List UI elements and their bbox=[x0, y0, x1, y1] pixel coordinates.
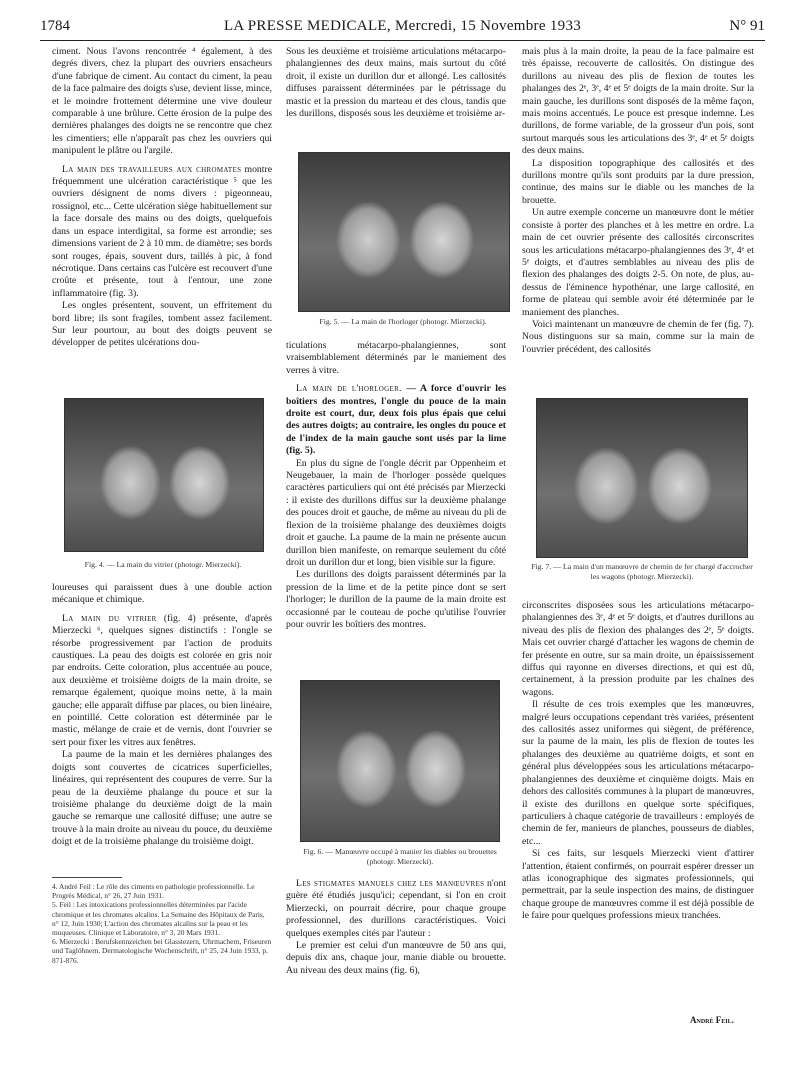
paragraph: ticulations métacarpo-phalangiennes, sont vraisemblablement déterminés par le maniement des verres à vitre. bbox=[286, 340, 506, 376]
footnote-5: 5. Feil : Les intoxications professionnelles déterminées par l'acide chromique et les chromates alcalins. La Semaine des Hôpitaux de Paris, n° 12, Juin 1930; L'action des chromates alcalins sur la peau et les muqueuses. Clinique et Laboratoire, n° 3, 20 Mars 1931. bbox=[52, 900, 265, 938]
column-1-lower bbox=[52, 582, 272, 874]
page-header bbox=[40, 18, 765, 38]
footnote-4: 4. André Feil : Le rôle des ciments en pathologie professionnelle. Le Progrès Médical, n° 26, 27 Juin 1931. bbox=[52, 882, 255, 901]
column-3 bbox=[522, 46, 754, 391]
paragraph: mais plus à la main droite, la peau de la face palmaire est très épaisse, recouverte de callosités. On distingue des durillons au niveau des plis de flexion de toutes les phalanges des 2ᵉ, 3ᵉ, 4ᵉ et 5ᵉ doigts de la main droite. Sur la main gauche, les durillons sont disposés de la même façon, mais moins accentués. Le pouce est presque indemne. Les durillons, de forme variable, de la grosseur d'un pois, sont surtout marqués sous les articulations des 3ᵉ, 4ᵉ et 5ᵉ doigts des deux mains. bbox=[522, 46, 754, 157]
figure-5-caption: Fig. 5. — La main de l'horloger (photogr. Mierzecki). bbox=[319, 317, 487, 326]
paragraph: loureuses qui paraissent dues à une double action mécanique et chimique. bbox=[52, 582, 272, 606]
section-lead: La main du vitrier bbox=[62, 612, 157, 624]
paragraph: La paume de la main et les dernières phalanges des doigts sont couvertes de cicatrices superficielles, linéaires, qui représentent des coupures de verre. Sur la peau de la deuxième phalange du pouce et sur la troisième phalange du deuxième doigt de la main gauche se remarque une callosité diffuse; une autre se trouve à la main droite au niveau du pouce, du deuxième doigt et de la troisième phalange du troisième doigt. bbox=[52, 749, 272, 848]
paragraph-text: (fig. 4) présente, d'après Mierzecki ⁶, quelques signes distinctifs : l'ongle se résorbe progressivement par l'action de produits caustiques. La peau des doigts est colorée en gris noir par endroits. Cette coloration, plus accentuée au pouce, aux deuxième et troisième doigts de la main droite, se remarque également, quoique moins nette, à la main gauche; elle apparaît diffuse par places, ou bien linéaire, en pointillé. Cette coloration est déterminée par le mastic, mélange de craie et de vernis, dont l'ouvrier se sert pour fixer les vitres aux fenêtres. bbox=[52, 612, 272, 748]
paragraph: Voici maintenant un manœuvre de chemin de fer (fig. 7). Nous distinguons sur sa main, comme sur la main de l'ouvrier précédent, des callosités bbox=[522, 318, 754, 355]
column-2-lower bbox=[286, 878, 506, 1028]
figure-6-caption: Fig. 6. — Manœuvre occupé à manier les diables ou brouettes (photogr. Mierzecki). bbox=[303, 847, 497, 866]
footnote-6: 6. Mierzecki : Berufskennzeichen bei Glasstezern, Uhrmachern, Friseuren und Taglöhnern. Dermatologische Wochenschrift, n° 25, 24 Juin 1933, p. 871-876. bbox=[52, 937, 272, 965]
paragraph bbox=[286, 383, 506, 457]
paragraph-text: n'ont guère été étudiés jusqu'ici; cependant, si l'on en croit Mierzecki, on pourrait décrire, pour chaque groupe professionnel, des durillons caractéristiques. Voici quelques exemples cités par l'auteur : bbox=[286, 878, 507, 939]
paragraph: circonscrites disposées sous les articulations métacarpo-phalangiennes des 3ᵉ, 4ᵉ et 5ᵉ doigts, et d'autres durillons au niveau des plis de flexion des phalanges des 2ᵉ, 5ᵉ doigts. Mais cet ouvrier chargé d'attacher les wagons de chemin de fer présente en outre, sur sa main droite, un épaississement diffus qui rayonne en diverses directions, et qui est dû, certainement, à la pression produite par les chaînes des wagons. bbox=[522, 600, 754, 698]
paragraph: Si ces faits, sur lesquels Mierzecki vient d'attirer l'attention, étaient confirmés, on pourrait espérer dresser un atlas iconographique des sigmates professionnels, qui permettrait, par la seule inspection des mains, de distinguer chaque groupe de manœuvres comme il est déjà possible de le faire pour quelques professions mieux tranchées. bbox=[522, 848, 754, 922]
footnotes bbox=[52, 882, 272, 965]
paragraph bbox=[52, 613, 272, 749]
page-number: 1784 bbox=[40, 18, 70, 34]
paragraph: Les durillons des doigts paraissent déterminés par la pression de la lime et de la petite pince dont se sert l'horloger; le durillon de la paume de la main droite est occasionné par le couteau de poche qu'utilise l'ouvrier pour ouvrir les boîtiers des montres. bbox=[286, 569, 506, 630]
figure-5-photo bbox=[298, 152, 510, 312]
journal-title: LA PRESSE MEDICALE, Mercredi, 15 Novembre 1933 bbox=[223, 18, 582, 34]
column-1 bbox=[52, 46, 272, 396]
paragraph-text: — A force d'ouvrir les boîtiers des montres, l'ongle du pouce de la main droite est court, dur, deux fois plus épais que celui des autres doigts; au contraire, les ongles du pouce et de l'index de la main gauche sont usés par la lime (fig. 5). bbox=[286, 383, 506, 457]
section-lead: Les stigmates manuels chez les manœuvres bbox=[296, 878, 485, 889]
paragraph: Il résulte de ces trois exemples que les manœuvres, malgré leurs occupations cependant très variées, présentent des callosités assez uniformes qui siègent, de préférence, sur la paume de la main, les plis de flexion de toutes les phalanges des deuxième au quatrième doigts, et sont en général plus développées sous les articulations métacarpo-phalangiennes des deuxième et cinquième doigts. Mais en dehors des callosités communes à la plupart de manœuvres, il existe des durillons en quelque sorte spécifiques, particuliers à chaque catégorie de travailleurs : employés de chemin de fer, manieurs de planches, pousseurs de diables, etc... bbox=[522, 699, 754, 847]
column-3-lower bbox=[522, 600, 754, 1010]
section-lead: La main de l'horloger. bbox=[296, 383, 402, 395]
paragraph bbox=[52, 164, 272, 300]
figure-7-caption: Fig. 7. — La main d'un manœuvre de chemin de fer chargé d'accrocher les wagons (photogr. Mierzecki). bbox=[531, 562, 753, 581]
paragraph: Le premier est celui d'un manœuvre de 50 ans qui, depuis dix ans, chaque jour, manie diable ou brouette. Au niveau des deux mains (fig. 6), bbox=[286, 940, 506, 976]
paragraph: La disposition topographique des callosités et des durillons montre qu'ils sont produits par la dure pression, continue, des mains sur le diable ou les manches de la brouette. bbox=[522, 157, 754, 206]
paragraph: Les ongles présentent, souvent, un effritement du bord libre; ils sont fragiles, tombent assez facilement. Sur leur pourtour, au bout des doigts peuvent se développer de petites ulcérations dou- bbox=[52, 300, 272, 349]
column-2-mid bbox=[286, 340, 506, 670]
header-rule bbox=[40, 40, 765, 41]
figure-6-photo bbox=[300, 680, 500, 842]
column-2 bbox=[286, 46, 506, 146]
author-signature: André Feil. bbox=[690, 1015, 734, 1025]
figure-7-photo bbox=[536, 398, 748, 558]
figure-4-caption: Fig. 4. — La main du vitrier (photogr. Mierzecki). bbox=[84, 560, 242, 569]
paragraph bbox=[286, 878, 506, 940]
section-lead: La main des travailleurs aux chromates bbox=[62, 163, 242, 175]
paragraph-text: montre fréquemment une ulcération caractéristique ⁵ que les ouvriers désignent de noms divers : pigeonneau, rossignol, etc... Cette ulcération siège habituellement sur la face dorsale des mains ou des doigts, quelquefois dans un espace interdigital, sa forme est arrondie; ses dimensions varient de 2 à 10 mm. de diamètre; ses bords sont rouges, épais, souvent durs, taillés à pic, à fond nécrotique. Dans certains cas l'ulcère est recouvert d'une croûte et présente, tout à l'entour, une zone inflammatoire (fig. 3). bbox=[52, 163, 272, 299]
paragraph: En plus du signe de l'ongle décrit par Oppenheim et Neugebauer, la main de l'horloger possède quelques caractères particuliers qui ont été précisés par Mierzecki : il existe des durillons diffus sur la deuxième phalange des pouces droit et gauche, de même au niveau du pli de flexion de la troisième phalange des deuxièmes doigts droit et gauche. La paume de la main ne présente aucun durillon bien manifeste, on remarque seulement du côté droit un durillon dur et long, bien visible sur la figure. bbox=[286, 457, 506, 568]
paragraph: ciment. Nous l'avons rencontrée ⁴ également, à des degrés divers, chez la plupart des ouvriers ensacheurs d'une fabrique de ciment. Au contact du ciment, la peau de la face palmaire des doigts s'use, devient lisse, mince, et le moindre frottement détermine une vive douleur comparable à une brûlure. Cette érosion de la pulpe des dernières phalanges des doigts ne se rencontre que chez les cimentiers; elle n'apparaît pas chez les ouvriers qui manipulent le plâtre ou l'argile. bbox=[52, 46, 272, 157]
figure-4-photo bbox=[64, 398, 264, 552]
paragraph: Sous les deuxième et troisième articulations métacarpo-phalangiennes des deux mains, mais surtout du côté droit, il existe un durillon dur et allongé. Les callosités diffuses paraissent déterminées par le pétrissage du mastic et la pression du marteau et des clous, tandis que les durillons, disposés sous les deuxième et troisième ar- bbox=[286, 46, 506, 120]
issue-number: N° 91 bbox=[729, 18, 765, 34]
paragraph: Un autre exemple concerne un manœuvre dont le métier consiste à porter des planches et à les mettre en ordre. La main de cet ouvrier présente des callosités circonscrites sous les articulations métacarpo-phalangiennes des 3ᵉ, 4ᵉ et 5ᵉ doigts, et d'autres semblables au niveau des plis de flexion des phalanges des doigts 2-5. On note, de plus, au-dessus de l'éminence hypothénar, une large callosité, en forme de plateau qui semble avoir été déterminée par le maniement des planches. bbox=[522, 207, 754, 318]
footnote-rule bbox=[52, 877, 122, 878]
